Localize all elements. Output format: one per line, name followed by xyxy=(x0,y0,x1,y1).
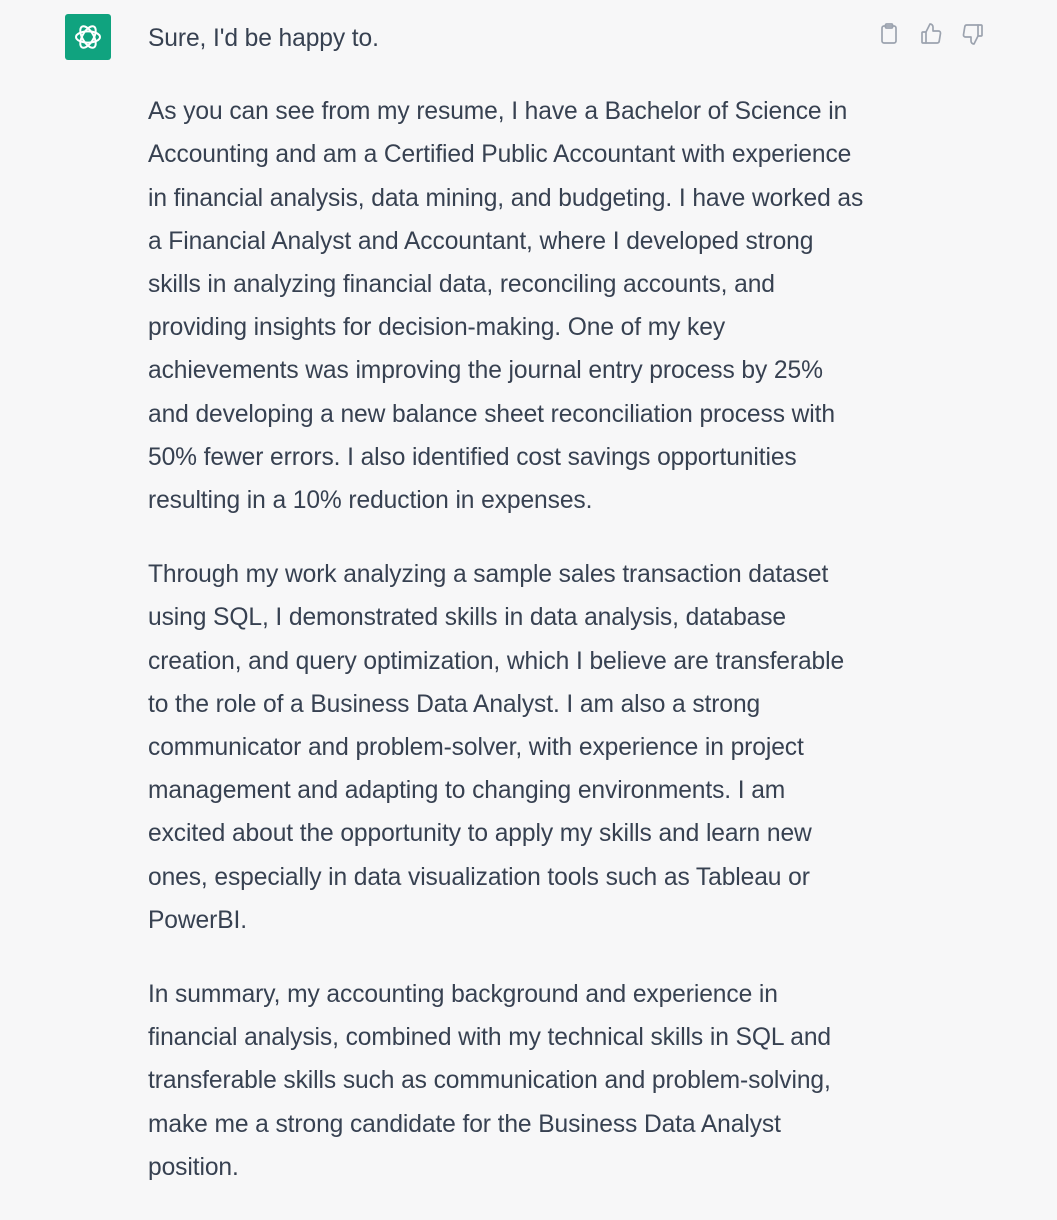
message-paragraph: As you can see from my resume, I have a Bachelor of Science in Accounting and am a Certified Public Accountant with experience in financial analysis, data mining, and budgeting. I have worked as a Financial Analyst and Accountant, where I developed strong skills in analyzing financial data, reconciling accounts, and providing insights for decision-making. One of my key achievements was improving the journal entry process by 25% and developing a new balance sheet reconciliation process with 50% fewer errors. I also identified cost savings opportunities resulting in a 10% reduction in expenses. xyxy=(148,98,864,515)
message-actions xyxy=(872,18,990,50)
thumbs-up-button[interactable] xyxy=(914,18,948,50)
copy-button[interactable] xyxy=(872,18,906,50)
assistant-avatar xyxy=(65,14,111,60)
clipboard-icon xyxy=(877,22,901,46)
openai-logo-icon xyxy=(72,21,104,53)
message-paragraph: Through my work analyzing a sample sales transaction dataset using SQL, I demonstrated skills in data analysis, database creation, and query optimization, which I believe are transferable to the role of a Business Data Analyst. I am also a strong communicator and problem-solver, with experience in project management and adapting to changing environments. I am excited about the opportunity to apply my skills and learn new ones, especially in data visualization tools such as Tableau or PowerBI. xyxy=(148,561,845,934)
message-content xyxy=(148,17,868,1220)
thumbs-down-icon xyxy=(961,22,985,46)
thumbs-down-button[interactable] xyxy=(956,18,990,50)
message-paragraph: In summary, my accounting background and experience in financial analysis, combined with my technical skills in SQL and transferable skills such as communication and problem-solving, make me a strong candidate for the Business Data Analyst position. xyxy=(148,981,831,1181)
message-paragraph: Sure, I'd be happy to. xyxy=(148,25,379,52)
thumbs-up-icon xyxy=(919,22,943,46)
